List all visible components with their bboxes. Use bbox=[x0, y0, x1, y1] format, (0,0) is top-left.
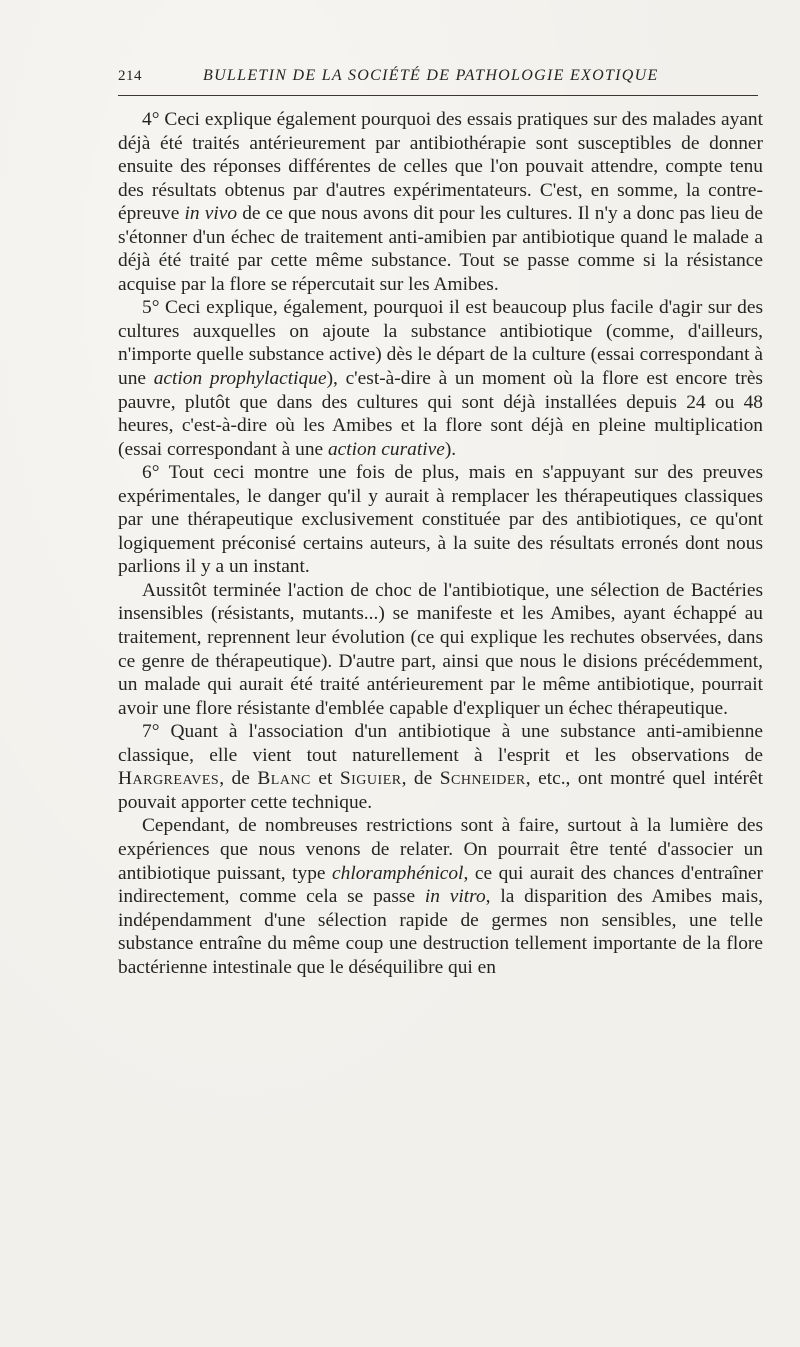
author-name: Blanc bbox=[257, 768, 311, 790]
text-run: 6° Tout ceci montre une fois de plus, mais en s'appuyant sur des preuves expérimentales, le danger qu'il y aurait à remplacer les thérapeutiques classiques par une thérapeutique exclusivement constituée par des antibiotiques, ce qu'ont logiquement préconisé certains auteurs, à la suite des résultats erronés dont nous parlions il y a un instant. bbox=[118, 462, 763, 578]
author-name: Schneider bbox=[439, 768, 526, 790]
author-name: Siguier bbox=[339, 768, 402, 790]
italic-term: in vitro bbox=[424, 886, 486, 908]
running-head bbox=[118, 64, 758, 92]
journal-title: BULLETIN DE LA SOCIÉTÉ DE PATHOLOGIE EXOTIQUE bbox=[203, 67, 659, 84]
author-name: Hargreaves bbox=[118, 768, 220, 790]
paragraph-cependant bbox=[118, 814, 763, 979]
paragraph-7 bbox=[118, 720, 763, 814]
header-rule bbox=[118, 95, 758, 96]
text-run: ). bbox=[444, 438, 457, 460]
text-run: , de bbox=[219, 768, 258, 790]
text-run: Aussitôt terminée l'action de choc de l'antibiotique, une sélection de Bactéries insensibles (résistants, mutants...) se manifeste et les Amibes, ayant échappé au traitement, reprennent leur évolution (ce qui explique les rechutes observées, dans ce genre de thérapeutique). D'autre part, ainsi que nous le disions précédemment, un malade qui aurait été traité antérieurement par le même antibiotique, pourrait avoir une flore résistante d'emblée capable d'expliquer un échec thérapeutique. bbox=[118, 579, 763, 719]
text-run: , la disparition des Amibes mais, indépendamment d'une sélection rapide de germes non sensibles, une telle substance entraîne du même coup une destruction tellement importante de la flore bactérienne intestinale que le déséquilibre qui en bbox=[118, 886, 764, 978]
italic-term: action prophylactique bbox=[153, 368, 327, 390]
italic-term: in vivo bbox=[184, 203, 238, 225]
text-run: 5° Ceci explique, également, pourquoi il est beaucoup plus facile d'agir sur des cultures auxquelles on ajoute la substance antibiotique (comme, d'ailleurs, n'importe quelle substance active) dès le départ de la culture (essai correspondant à une bbox=[118, 297, 763, 390]
text-run: Cependant, de nombreuses restrictions sont à faire, surtout à la lumière des expériences que nous venons de relater. On pourrait être tenté d'associer un antibiotique puissant, type bbox=[118, 815, 763, 884]
paragraph-5 bbox=[118, 296, 763, 461]
text-run: et bbox=[310, 768, 340, 790]
italic-term: action curative bbox=[327, 438, 445, 460]
paragraph-aussitot bbox=[118, 579, 763, 720]
page-number: 214 bbox=[118, 68, 142, 84]
italic-term: chloramphénicol bbox=[332, 862, 464, 884]
paragraph-4 bbox=[118, 108, 763, 296]
article-body bbox=[118, 108, 763, 979]
text-run: 7° Quant à l'association d'un antibiotique à une substance anti-amibienne classique, elle vient tout naturellement à l'esprit et les observations de bbox=[118, 721, 763, 766]
text-run: , ce qui aurait des chances d'entraîner indirectement, comme cela se passe bbox=[118, 862, 763, 908]
text-run: , de bbox=[401, 768, 440, 790]
text-run: de ce que nous avons dit pour les cultures. Il n'y a donc pas lieu de s'étonner d'un échec de traitement anti-amibien par antibiotique quand le malade a déjà été traité par cette même substance. Tout se passe comme si la résistance acquise par la flore se répercutait sur les Amibes. bbox=[118, 203, 764, 295]
text-run: , etc., ont montré quel intérêt pouvait apporter cette technique. bbox=[118, 768, 763, 813]
text-run: ), c'est-à-dire à un moment où la flore est encore très pauvre, plutôt que dans des cultures qui sont déjà installées depuis 24 ou 48 heures, c'est-à-dire où les Amibes et la flore sont déjà en pleine multiplication (essai correspondant à une bbox=[118, 368, 763, 460]
text-run: 4° Ceci explique également pourquoi des essais pratiques sur des malades ayant déjà été traités antérieurement par antibiothérapie sont susceptibles de donner ensuite des réponses différentes de celles que l'on pouvait attendre, compte tenu des résultats obtenus par d'autres expérimentateurs. C'est, en somme, la contre-épreuve bbox=[118, 109, 763, 225]
paragraph-6 bbox=[118, 461, 763, 579]
